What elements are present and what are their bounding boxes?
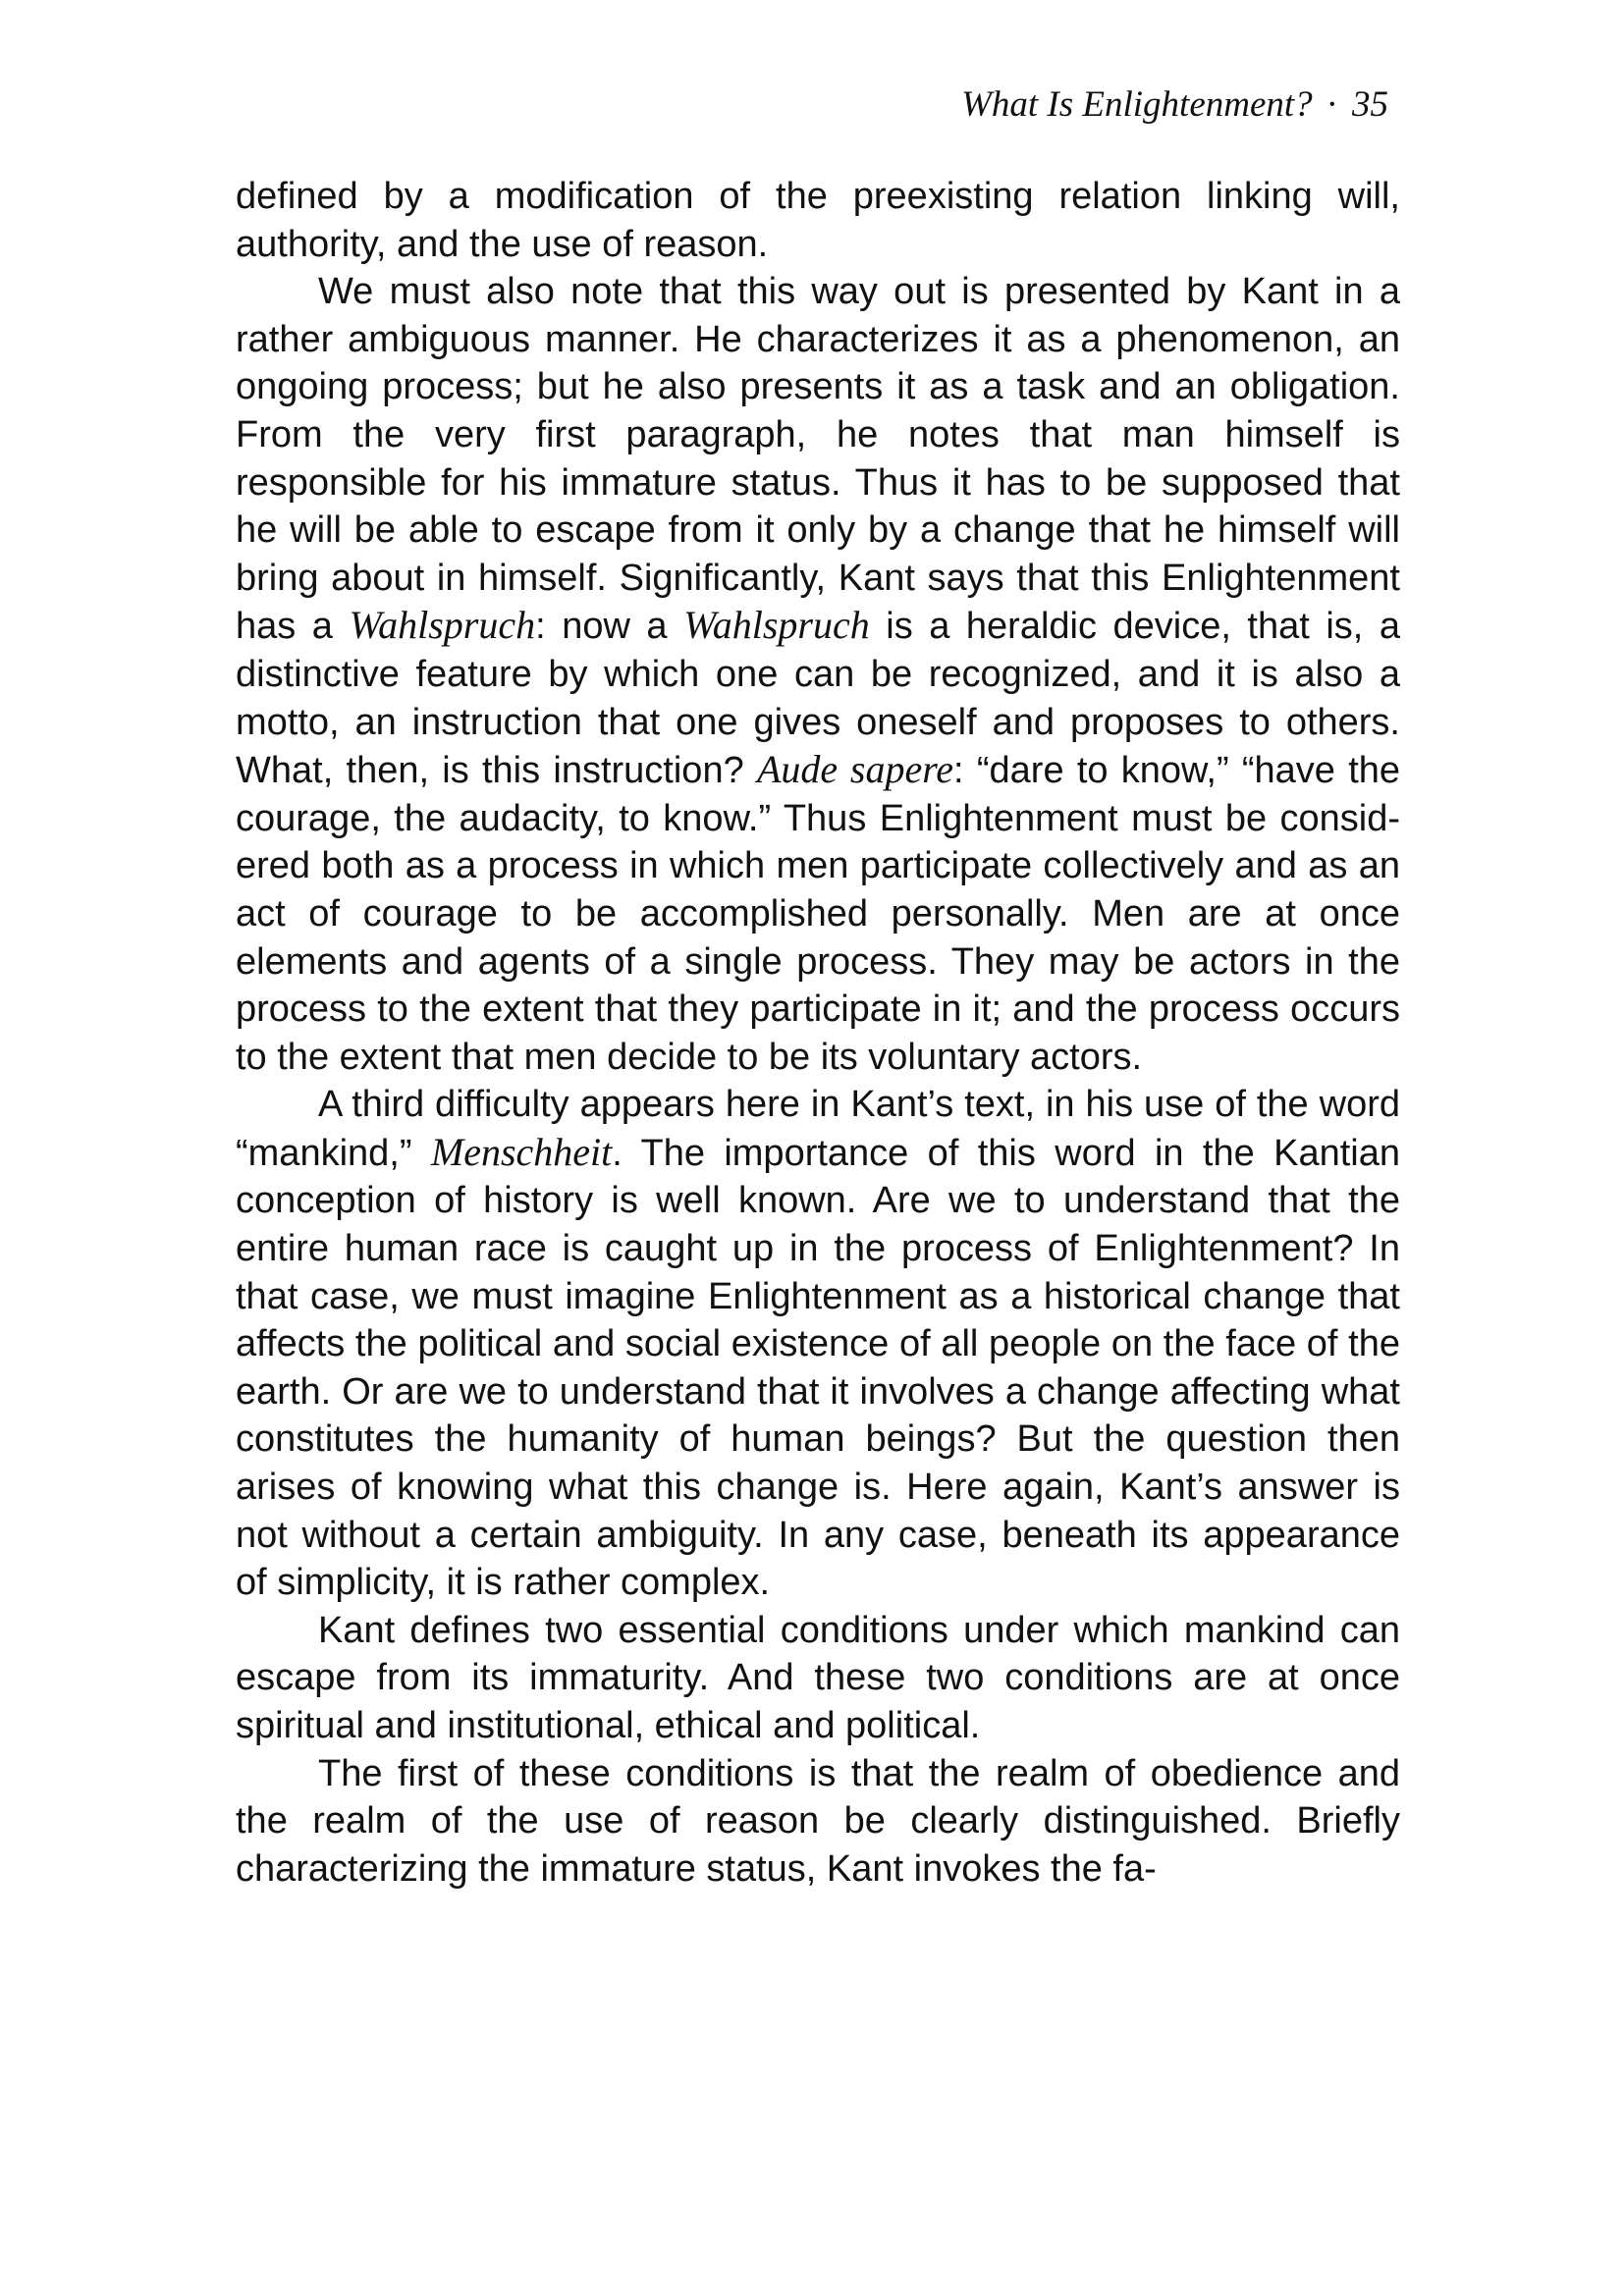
italic-term: Wahlspruch [683,603,870,648]
text-run: . The importance of this word in the Kantian conception of history is well known. Are we to understand that the entire human race is caught up in the process of Enlightenment? In that case, we must imagine Enlightenment as a historical change that affects the political and social existence of all people on the face of the earth. Or are we to understand that it involves a change affecting what constitutes the humanity of human beings? But the question then arises of knowing what this change is. Here again, Kant’s answer is not without a certain ambiguity. In any case, beneath its appearance of simplicity, it is rather complex. [236,1132,1400,1604]
paragraph-1 [236,173,1400,268]
text-run: We must also note that this way out is presented by Kant in a rather ambiguous manner. He characterizes it as a phenomenon, an ongoing process; but he also presents it as a task and an obligation. From the very first paragraph, he notes that man himself is responsible for his immature status. Thus it has to be supposed that he will be able to escape from it only by a change that he himself will bring about in himself. Significantly, Kant says that this Enlightenment has a [236,271,1400,648]
paragraph-3 [236,1081,1400,1607]
text-run: The first of these conditions is that the realm of obedience and the realm of the use of reason be clearly distinguished. Briefly characterizing the immature status, Kant invokes the fa- [236,1752,1400,1890]
text-run: Kant defines two essential conditions under which mankind can escape from its immaturity. And these two conditions are at once spiritual and institutional, ethical and political. [236,1609,1400,1746]
running-head-title: What Is Enlightenment? [961,84,1313,125]
text-run: : now a [535,606,684,648]
text-run: is a heraldic device, that is, a distinctive feature by which one can be recognized, and it is also a motto, an instruction that one gives oneself and proposes to others. What, then, is this instruction? [236,606,1400,792]
paragraph-4 [236,1607,1400,1750]
italic-term: Wahlspruch [349,603,536,648]
body-text [236,173,1400,1893]
italic-term: Aude sapere [756,747,954,792]
italic-term: Menschheit [430,1129,613,1174]
paragraph-5 [236,1750,1400,1894]
page-number: 35 [1352,84,1388,125]
paragraph-2 [236,268,1400,1081]
text-run: : “dare to know,” “have the courage, the audacity, to know.” Thus Enlightenment must be considered both as a process in which men participate collectively and as an act of courage to be accomplished personally. Men are at once elements and agents of a single process. They may be actors in the process to the extent that they participate in it; and the process occurs to the extent that men decide to be its voluntary actors. [236,750,1401,1078]
running-head-separator: · [1326,84,1338,125]
running-head [961,82,1388,128]
text-run: A third difficulty appears here in Kant’s text, in his use of the word “mankind,” [236,1084,1400,1174]
text-run: defined by a modification of the preexisting relation linking will, authority, and the use of reason. [236,176,1400,265]
